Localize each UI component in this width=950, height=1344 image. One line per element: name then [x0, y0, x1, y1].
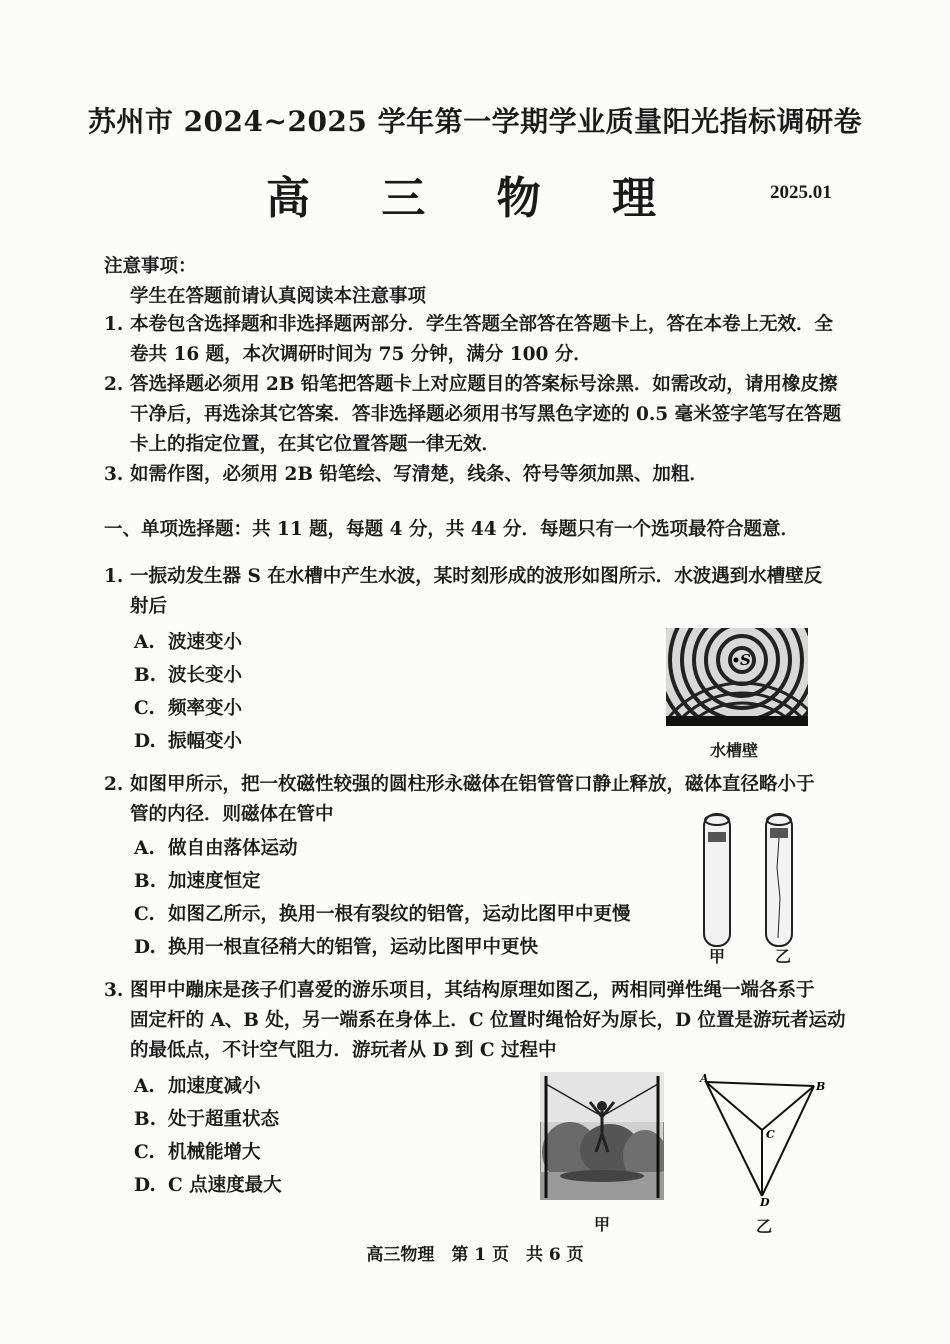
notice-heading: 注意事项：: [104, 256, 197, 277]
option-d: D. C 点速度最大: [134, 1175, 282, 1196]
rod-line: [706, 1082, 814, 1086]
trampoline-photo: [540, 1072, 664, 1200]
option-c: C. 机械能增大: [134, 1142, 261, 1163]
option-d: D. 换用一根直径稍大的铝管，运动比图甲中更快: [134, 937, 539, 958]
option-b: B. 加速度恒定: [134, 871, 261, 892]
option-a: A. 波速变小: [134, 632, 243, 653]
option-a: A. 加速度减小: [134, 1076, 261, 1097]
diagram-caption: 乙: [756, 1217, 773, 1236]
question-stem: 固定杆的 A、B 处，另一端系在身体上．C 位置时绳恰好为原长，D 位置是游玩者运动: [130, 1010, 846, 1031]
question-3: [104, 976, 846, 1066]
option-b: B. 处于超重状态: [134, 1109, 280, 1130]
tube-cracked: [766, 814, 792, 946]
question-3-options: [134, 1070, 282, 1202]
question-number: 2.: [104, 774, 124, 795]
rope-ad: [706, 1082, 762, 1196]
tube-intact: [704, 814, 730, 946]
notice-item-line: 卷共 16 题，本次调研时间为 75 分钟，满分 100 分．: [130, 344, 592, 365]
section-heading: 一、单项选择题：共 11 题，每题 4 分，共 44 分．每题只有一个选项最符合题意．: [104, 519, 800, 540]
question-stem: 如图甲所示，把一枚磁性较强的圆柱形永磁体在铝管管口静止释放，磁体直径略小于: [130, 774, 815, 795]
option-b: B. 波长变小: [134, 665, 243, 686]
notice-intro: 学生在答题前请认真阅读本注意事项: [130, 286, 427, 307]
notice-item: 3. 如需作图，必须用 2B 铅笔绘、写清楚，线条、符号等须加黑、加粗．: [104, 464, 708, 485]
point-a-label: A: [700, 1072, 709, 1085]
question-number: 1.: [104, 566, 124, 587]
question-stem: 射后: [130, 596, 168, 617]
question-stem: 一振动发生器 S 在水槽中产生水波，某时刻形成的波形如图所示．水波遇到水槽壁反: [130, 566, 823, 587]
source-label: S: [740, 651, 751, 669]
photo-caption: 甲: [594, 1215, 611, 1234]
notice-item-line: 干净后，再选涂其它答案．答非选择题必须用书写黑色字迹的 0.5 毫米签字笔写在答题: [130, 404, 842, 425]
rope-ac: [706, 1082, 762, 1130]
exam-date: 2025.01: [770, 182, 832, 203]
subject-title: 高 三 物 理: [266, 173, 684, 224]
option-a: A. 做自由落体运动: [134, 838, 298, 859]
notice-item-line: 卡上的指定位置，在其它位置答题一律无效．: [130, 434, 501, 455]
figure-label-jia: 甲: [709, 947, 726, 966]
rope-bd: [762, 1086, 814, 1196]
notice-list: [104, 310, 841, 490]
aluminum-tube-figure: [696, 808, 806, 950]
exam-title: 苏州市 2024~2025 学年第一学期学业质量阳光指标调研卷: [87, 105, 863, 138]
page-footer: 高三物理 第 1 页 共 6 页: [366, 1245, 584, 1265]
option-d: D. 振幅变小: [134, 731, 243, 752]
question-number: 3.: [104, 980, 124, 1001]
question-1-options: [134, 626, 242, 758]
option-c: C. 如图乙所示，换用一根有裂纹的铝管，运动比图甲中更慢: [134, 904, 631, 925]
point-b-label: B: [816, 1080, 826, 1093]
rope-bc: [762, 1086, 814, 1130]
question-stem: 的最低点，不计空气阻力．游玩者从 D 到 C 过程中: [130, 1040, 557, 1061]
water-wave-figure: [666, 628, 808, 736]
tank-wall-caption: 水槽壁: [710, 741, 759, 760]
question-1: [104, 562, 822, 622]
trampoline-diagram: [696, 1072, 828, 1208]
figure-label-yi: 乙: [775, 947, 792, 966]
notice-item: 1. 本卷包含选择题和非选择题两部分．学生答题全部答在答题卡上，答在本卷上无效．全: [104, 314, 834, 335]
point-c-label: C: [766, 1128, 775, 1141]
question-2-options: [134, 832, 631, 964]
point-d-label: D: [760, 1196, 770, 1208]
tank-wall: [666, 716, 808, 726]
notice-item: 2. 答选择题必须用 2B 铅笔把答题卡上对应题目的答案标号涂黑．如需改动，请用橡皮擦: [104, 374, 838, 395]
option-c: C. 频率变小: [134, 698, 243, 719]
source-dot: [734, 658, 739, 663]
question-stem: 图甲中蹦床是孩子们喜爱的游乐项目，其结构原理如图乙，两相同弹性绳一端各系于: [130, 980, 815, 1001]
question-stem: 管的内径．则磁体在管中: [130, 804, 334, 825]
